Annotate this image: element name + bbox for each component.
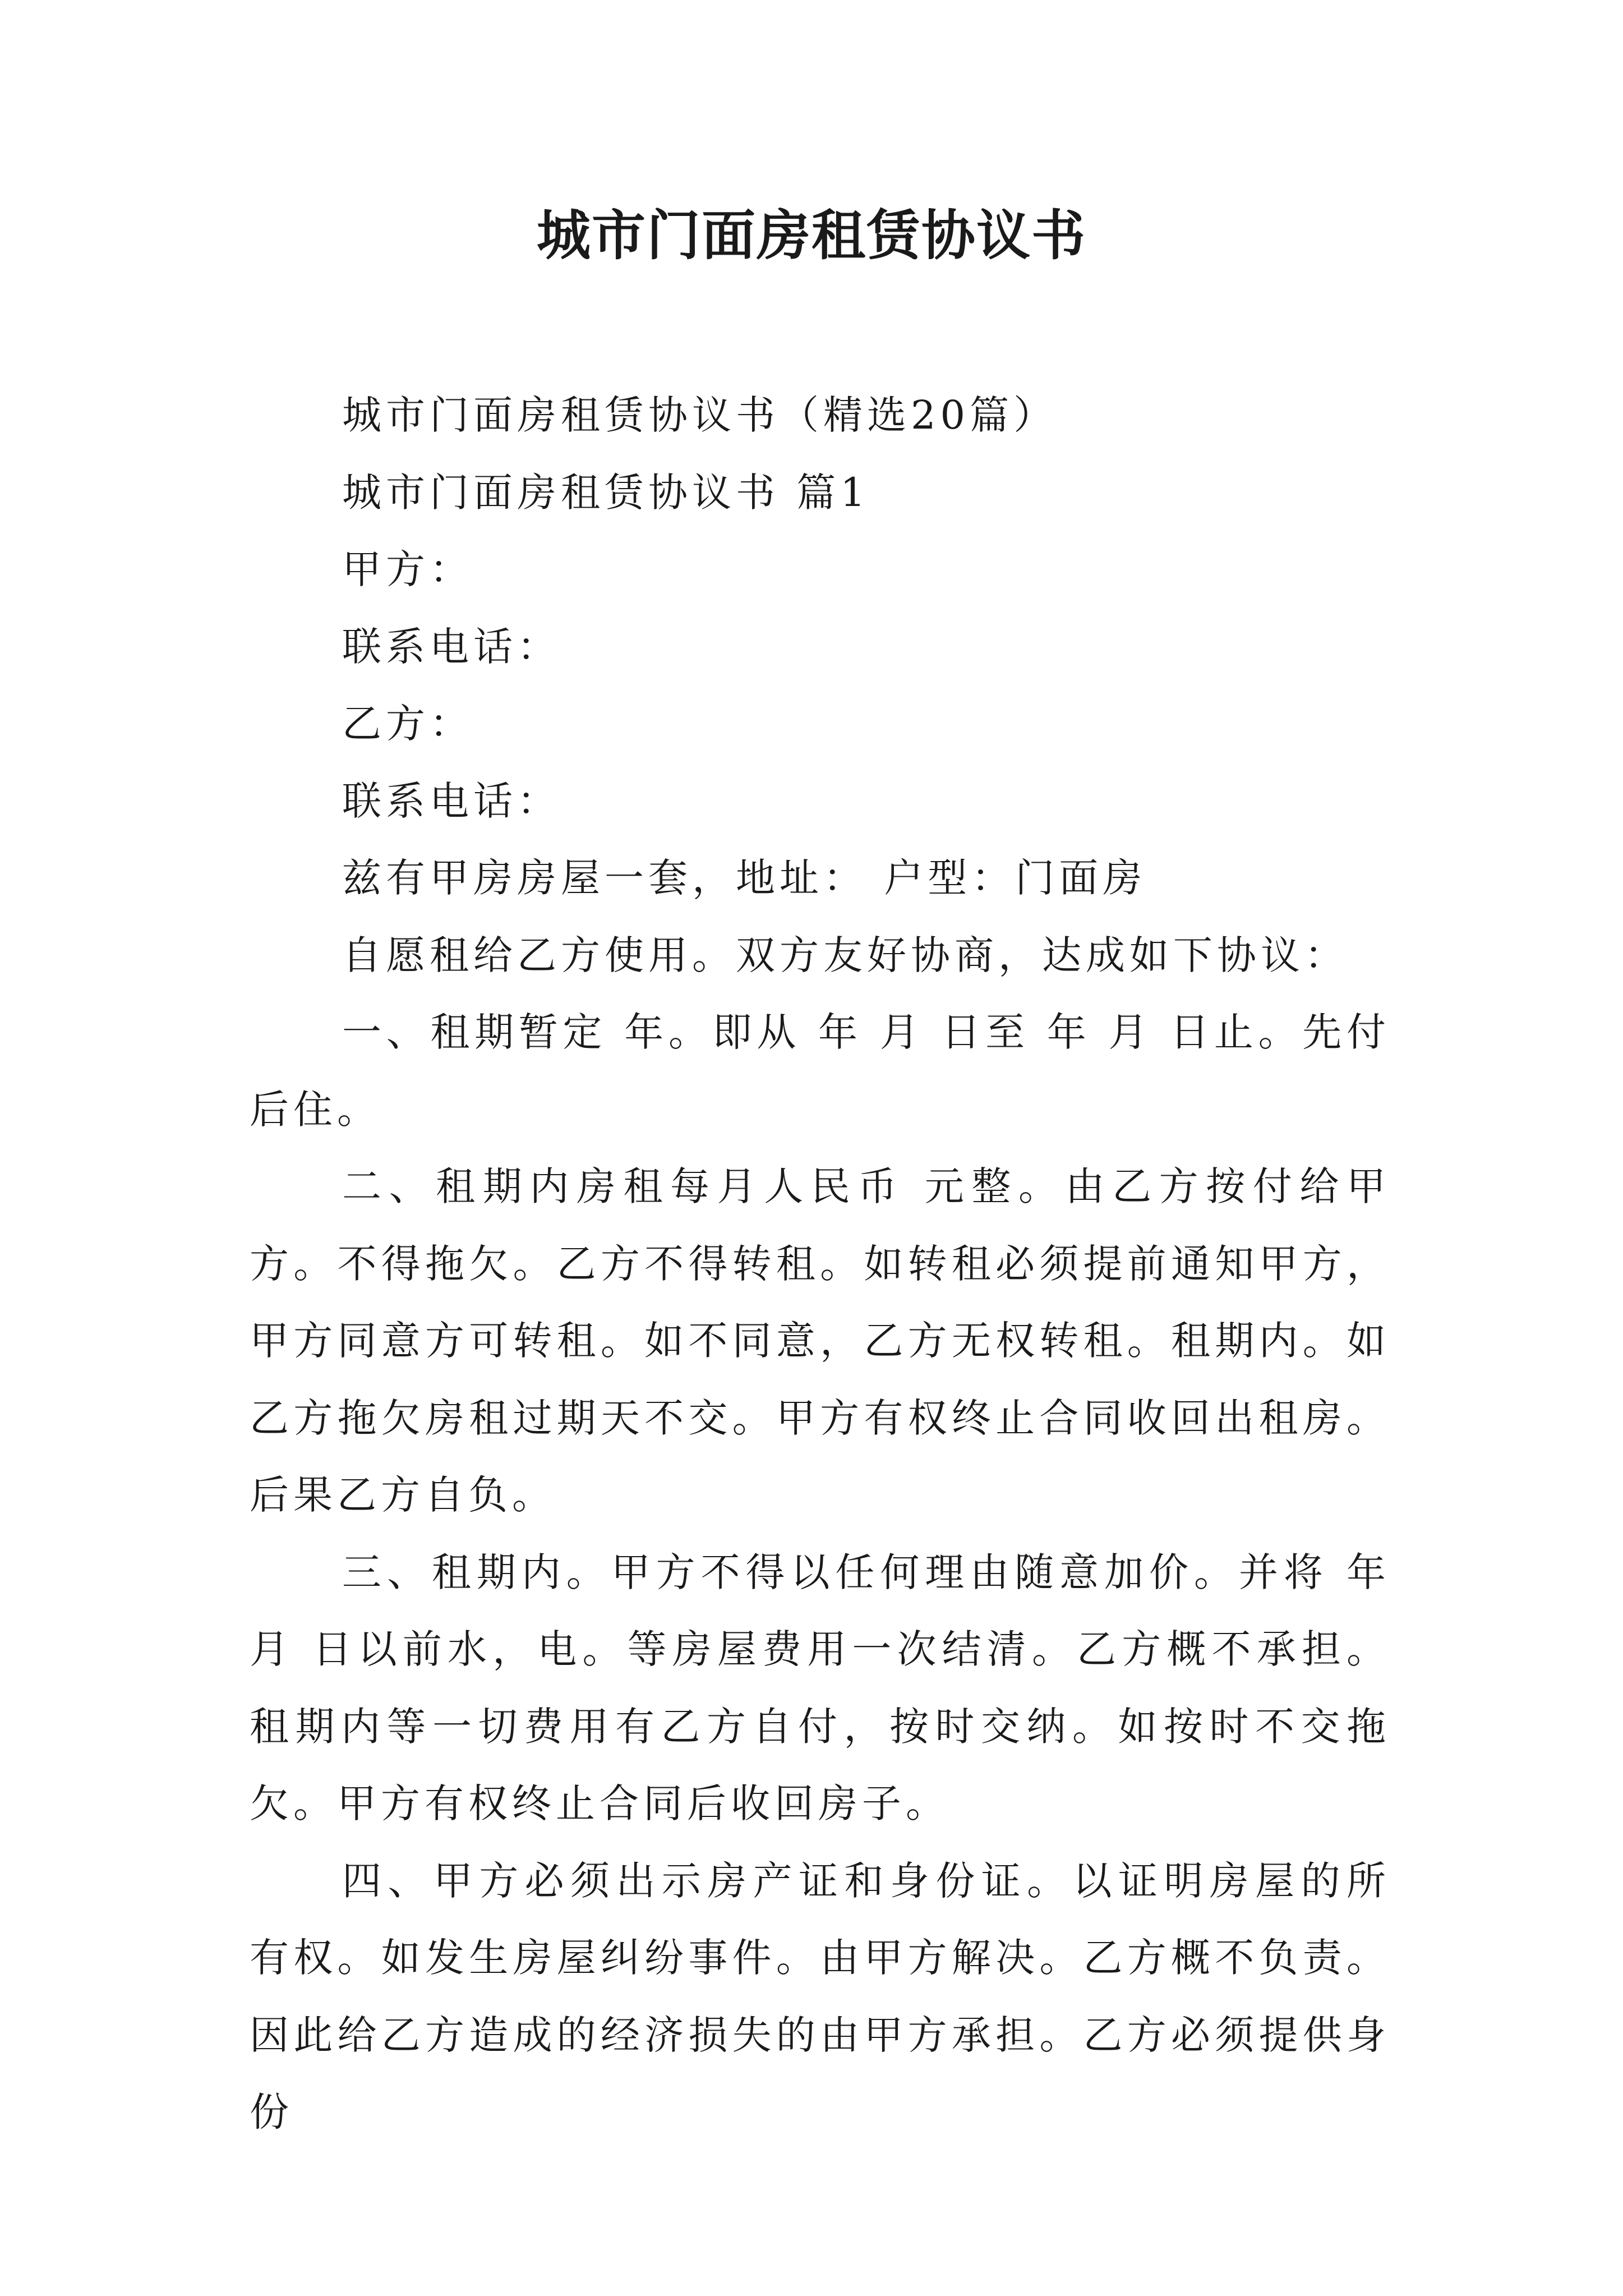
document-body <box>250 377 1390 2151</box>
paragraph-clause-2: 二、租期内房租每月人民币 元整。由乙方按付给甲方。不得拖欠。乙方不得转租。如转租必须提前通知甲方，甲方同意方可转租。如不同意，乙方无权转租。租期内。如乙方拖欠房租过期天不交。甲方有权终止合同收回出租房。后果乙方自负。 <box>250 1163 1390 1518</box>
paragraph-subtitle: 城市门面房租赁协议书（精选20篇） <box>342 392 1058 438</box>
paragraph-party-b-phone: 联系电话： <box>342 777 561 824</box>
paragraph-property: 兹有甲房房屋一套，地址： 户型：门面房 <box>342 855 1147 901</box>
paragraph-clause-1: 一、租期暂定 年。即从 年 月 日至 年 月 日止。先付后住。 <box>250 1009 1390 1133</box>
paragraph-clause-4: 四、甲方必须出示房产证和身份证。以证明房屋的所有权。如发生房屋纠纷事件。由甲方解决。乙方概不负责。因此给乙方造成的经济损失的由甲方承担。乙方必须提供身份 <box>250 1857 1390 2135</box>
paragraph-clause-3: 三、租期内。甲方不得以任何理由随意加价。并将 年 月 日以前水，电。等房屋费用一次结清。乙方概不承担。租期内等一切费用有乙方自付，按时交纳。如按时不交拖欠。甲方有权终止合同后收回房子。 <box>250 1549 1390 1826</box>
paragraph-party-a: 甲方： <box>342 546 473 592</box>
paragraph-party-a-phone: 联系电话： <box>342 623 561 670</box>
paragraph-party-b: 乙方： <box>342 701 473 747</box>
paragraph-agreement-intro: 自愿租给乙方使用。双方友好协商，达成如下协议： <box>342 932 1348 978</box>
document-title: 城市门面房租赁协议书 <box>537 204 1086 267</box>
paragraph-section-heading: 城市门面房租赁协议书 篇1 <box>342 469 870 516</box>
